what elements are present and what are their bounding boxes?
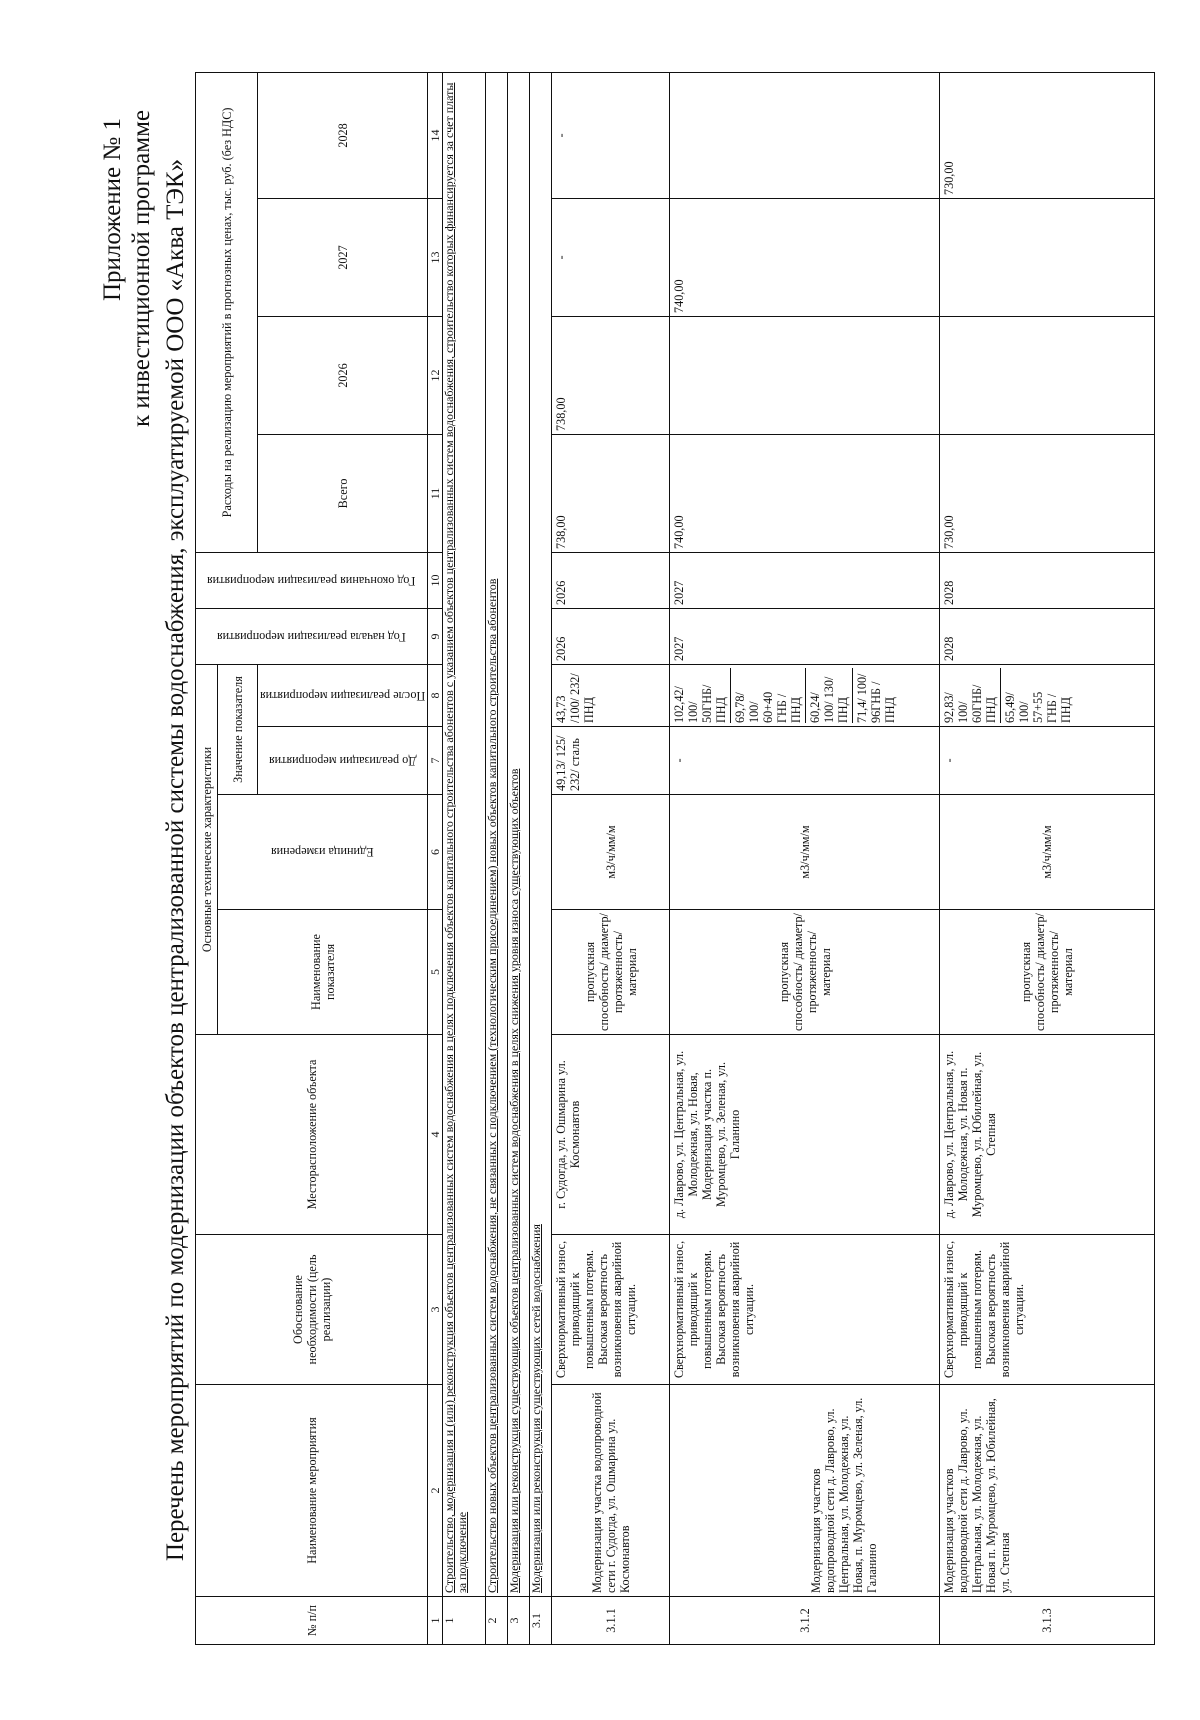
value-after [670,664,940,726]
measure-location: г. Судогда, ул. Ошмарина ул. Космонавтов [552,1035,670,1235]
row-number: 3.1.1 [552,1597,670,1645]
col-location-header: Месторасположение объекта [196,1035,428,1235]
section-number: 3 [507,1597,529,1645]
value-after-item: 65,49/ 100/ 57+55 ГНБ /ПНД [1003,691,1074,723]
col-2027-header: 2027 [258,198,428,316]
unit: м3/ч/мм/м [670,795,940,910]
row-number: 3.1.2 [670,1597,940,1645]
indicator-name: пропускная способность/ диаметр/ протяженность/ материал [552,910,670,1035]
table-row [670,72,940,1644]
value-after-item: 71,4/ 100/ 96ГНБ /ПНД [855,673,898,723]
section-row [443,72,486,1644]
section-title: Строительство, модернизация и (или) реконструкция объектов централизованных систем водоснабжения в целях подключения объектов капитального строительства абонентов с указанием объектов централизованных систем водоснабжения, строительство которых финансируется за счет платы за подключение [443,72,486,1596]
year-end: 2026 [552,552,670,608]
indicator-name: пропускная способность/ диаметр/ протяженность/ материал [940,910,1155,1035]
col-number: 10 [428,552,443,608]
col-before-header: До реализации мероприятия [258,727,428,795]
col-num-header: № п/п [196,1597,428,1645]
measure-reason: Сверхнормативный износ, приводящий к повышенным потерям. Высокая вероятность возникновения аварийной ситуации. [940,1235,1155,1385]
column-numbers-row [428,72,443,1644]
col-indicator-header: Наименование показателя [218,910,428,1035]
col-number: 7 [428,727,443,795]
tech-header: Основные технические характеристики [196,664,218,1034]
col-year-end-header: Год окончания реализации мероприятия [196,552,428,608]
unit: м3/ч/мм/м [940,795,1155,910]
value-before: - [940,727,1155,795]
col-number: 4 [428,1035,443,1235]
year-start: 2027 [670,608,940,664]
cost-total: 730,00 [940,434,1155,552]
year-start: 2028 [940,608,1155,664]
indicator-name: пропускная способность/ диаметр/ протяженность/ материал [670,910,940,1035]
cost-2028: - [552,72,670,198]
section-row [507,72,529,1644]
col-2028-header: 2028 [258,72,428,198]
measure-name: Модернизация участков водопроводной сети д. Лаврово, ул. Центральная, ул. Молодежная, ул. Новая п. Муромцево, ул. Юбилейная, ул. Степная [940,1385,1155,1597]
section-number: 3.1 [530,1597,552,1645]
col-number: 6 [428,795,443,910]
measure-reason: Сверхнормативный износ, приводящий к повышенным потерям. Высокая вероятность возникновения аварийной ситуации. [552,1235,670,1385]
measure-name: Модернизация участков водопроводной сети д. Лаврово, ул. Центральная, ул. Молодежная, ул. Новая, п. Муромцево, ул. Зеленая, ул. Галанино [670,1385,940,1597]
unit: м3/ч/мм/м [552,795,670,910]
value-after-item: 92,83/ 100/ 60ГНБ/ ПНД [940,668,1001,723]
col-number: 2 [428,1385,443,1597]
col-number: 14 [428,72,443,198]
col-reason-header: Обоснование необходимости (цель реализации) [196,1235,428,1385]
appendix-number: Приложение № 1 [99,118,126,302]
section-row [530,72,552,1644]
year-start: 2026 [552,608,670,664]
cost-2028: 730,00 [940,72,1155,198]
col-number: 11 [428,434,443,552]
section-number: 1 [443,1597,486,1645]
value-after [552,664,670,726]
value-after-item: 69,78/ 100/ 60+40 ГНБ /ПНД [731,668,806,723]
measure-reason: Сверхнормативный износ, приводящий к повышенным потерям. Высокая вероятность возникновения аварийной ситуации. [670,1235,940,1385]
col-number: 9 [428,608,443,664]
cost-2027: - [552,198,670,316]
cost-total: 740,00 [670,434,940,552]
col-unit-header: Единица измерения [218,795,428,910]
value-after-item: 102,42/ 100/ 50ГНБ/ ПНД [670,668,731,723]
col-number: 3 [428,1235,443,1385]
col-number: 1 [428,1597,443,1645]
measures-table [195,72,1155,1645]
value-header: Значение показателя [218,664,258,794]
value-after [940,664,1155,726]
value-before: 49,13/ 125/ 232/ сталь [552,727,670,795]
col-number: 8 [428,664,443,726]
cost-2026 [670,316,940,434]
measure-name: Модернизация участка водопроводной сети г. Судогда, ул. Ошмарина ул. Космонавтов [552,1385,670,1597]
cost-2026 [940,316,1155,434]
measure-location: д. Лаврово, ул. Центральная, ул. Молодежная, ул. Новая, Модернизация участка п. Муромцево, ул. Зеленая, ул. Галанино [670,1035,940,1235]
cost-2028 [670,72,940,198]
section-number: 2 [485,1597,507,1645]
value-after-item: 60,24/ 100/ 130/ПНД [806,668,853,723]
section-row [485,72,507,1644]
col-name-header: Наименование мероприятия [196,1385,428,1597]
col-after-header: После реализации мероприятия [258,664,428,726]
table-row [940,72,1155,1644]
value-after-item: 43,73 /100/ 232/ПНД [554,673,597,723]
row-number: 3.1.3 [940,1597,1155,1645]
cost-2026: 738,00 [552,316,670,434]
section-title: Модернизация или реконструкция существующих сетей водоснабжения [530,72,552,1596]
col-total-header: Всего [258,434,428,552]
appendix-program: к инвестиционной программе [128,110,155,428]
year-end: 2027 [670,552,940,608]
measure-location: д. Лаврово, ул. Центральная, ул. Молодежная, ул. Новая п. Муромцево, ул. Юбилейная, ул. Степная [940,1035,1155,1235]
year-end: 2028 [940,552,1155,608]
col-number: 13 [428,198,443,316]
cost-total: 738,00 [552,434,670,552]
col-2026-header: 2026 [258,316,428,434]
table-row [552,72,670,1644]
costs-header: Расходы на реализацию мероприятий в прогнозных ценах, тыс. руб. (без НДС) [196,72,258,552]
section-title: Строительство новых объектов централизованных систем водоснабжения, не связанных с подключением (технологическим присоединением) новых объектов капитального строительства абонентов [485,72,507,1596]
document-title: Перечень мероприятий по модернизации объектов централизованной системы водоснабжения, эксплуатируемой ООО «Аква ТЭК» [162,158,189,1562]
col-number: 5 [428,910,443,1035]
value-before: - [670,727,940,795]
col-year-start-header: Год начала реализации мероприятия [196,608,428,664]
cost-2027: 740,00 [670,198,940,316]
cost-2027 [940,198,1155,316]
section-title: Модернизация или реконструкция существующих объектов централизованных систем водоснабжения в целях снижения уровня износа существующих объектов [507,72,529,1596]
col-number: 12 [428,316,443,434]
